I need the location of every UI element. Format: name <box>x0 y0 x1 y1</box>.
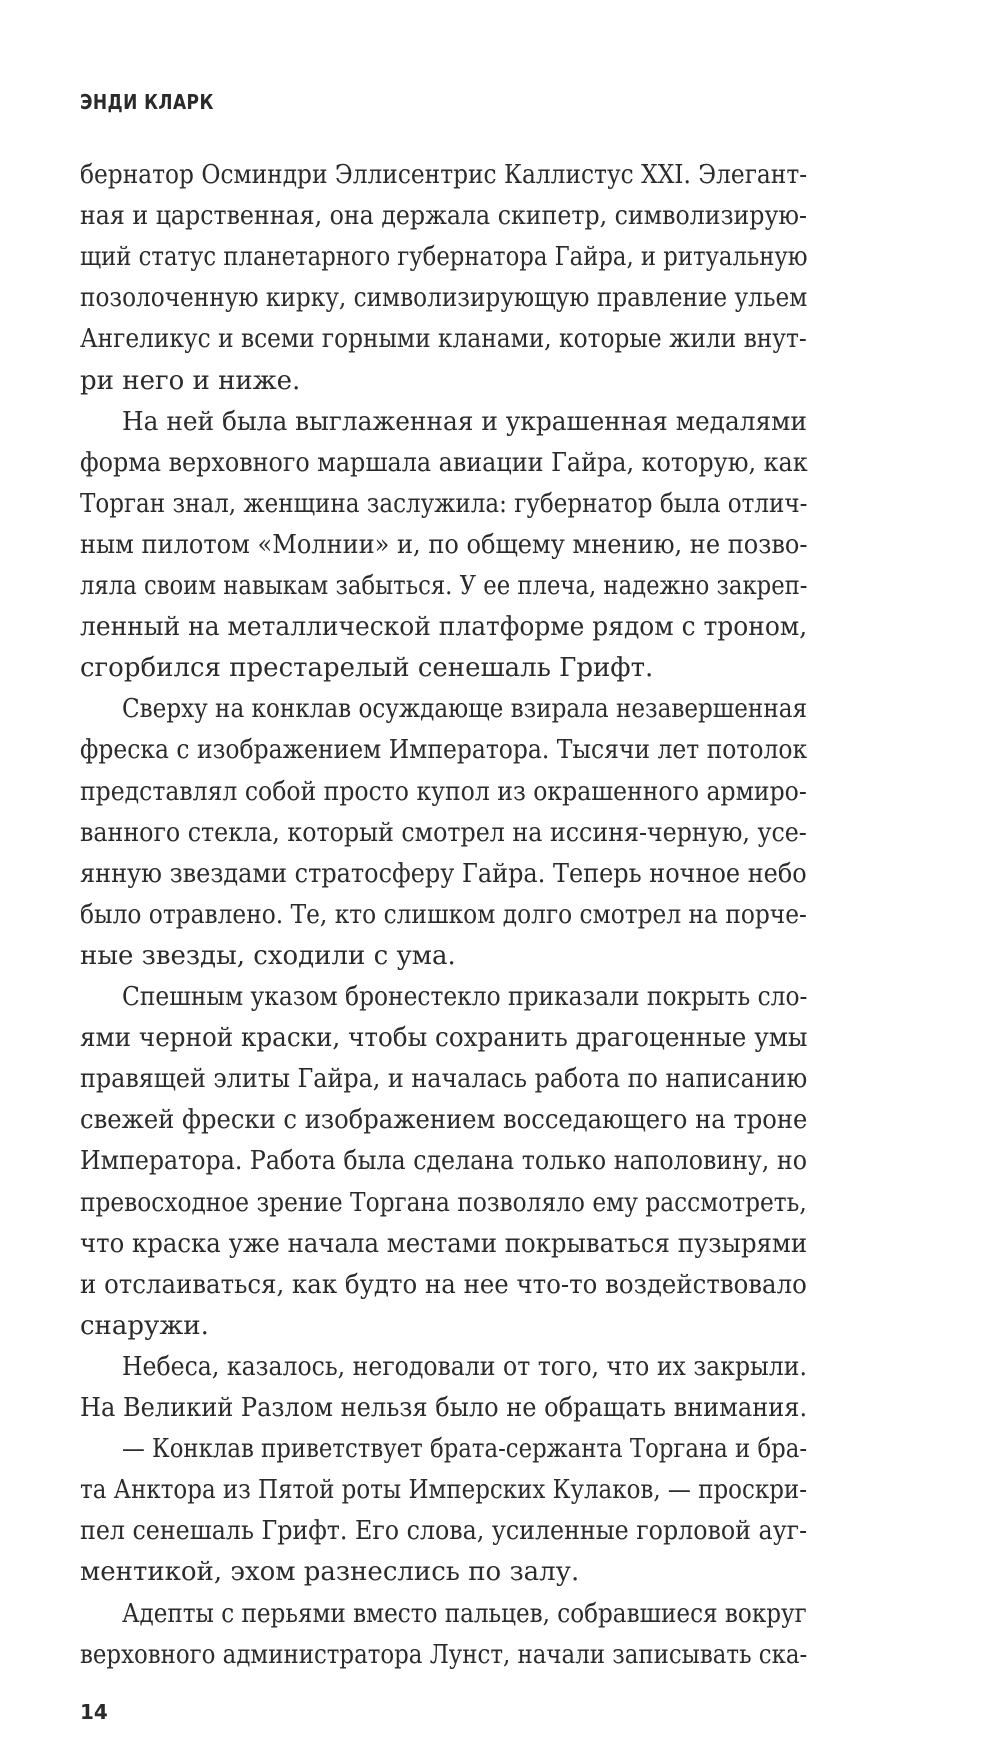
text-line: Ангеликус и всеми горными кланами, которые жили внут- <box>80 324 807 354</box>
text-line: ные звезды, сходили с ума. <box>80 941 456 971</box>
text-line: ями черной краски, чтобы сохранить драгоценные умы <box>80 1023 808 1053</box>
text-line: пел сенешаль Грифт. Его слова, усиленные горловой ауг- <box>80 1516 808 1546</box>
text-line: ляла своим навыкам забыться. У ее плеча, надежно закреп- <box>80 571 808 601</box>
text-line: ри него и ниже. <box>80 366 301 396</box>
text-line: фреска с изображением Императора. Тысячи лет потолок <box>80 735 808 765</box>
text-line: На ней была выглаженная и украшенная медалями <box>122 407 807 437</box>
text-line: ванного стекла, который смотрел на иссиня-черную, усе- <box>80 818 807 848</box>
text-line: что краска уже начала местами покрываться пузырями <box>80 1229 808 1259</box>
text-line: ная и царственная, она держала скипетр, символизирую- <box>80 201 808 231</box>
text-line: свежей фрески с изображением восседающего на троне <box>80 1105 808 1135</box>
text-line: Императора. Работа была сделана только наполовину, но <box>80 1146 807 1176</box>
text-line: было отравлено. Те, кто слишком долго смотрел на порче- <box>80 900 807 930</box>
text-line: Небеса, казалось, негодовали от того, что их закрыли. <box>122 1352 807 1382</box>
text-line: ленный на металлической платформе рядом с троном, <box>80 612 808 642</box>
text-line: позолоченную кирку, символизирующую правление ульем <box>80 283 808 313</box>
text-line: ным пилотом «Молнии» и, по общему мнению, не позво- <box>80 530 808 560</box>
text-line: На Великий Разлом нельзя было не обращать внимания. <box>80 1393 808 1423</box>
running-head: ЭНДИ КЛАРК <box>80 90 214 114</box>
text-line: Адепты с перьями вместо пальцев, собравшиеся вокруг <box>122 1599 807 1629</box>
text-line: Сверху на конклав осуждающе взирала незавершенная <box>122 694 808 724</box>
text-line: Торган знал, женщина заслужила: губернатор была отлич- <box>80 489 808 519</box>
text-line: верховного администратора Лунст, начали записывать ска- <box>80 1640 808 1670</box>
text-line: снаружи. <box>80 1311 209 1341</box>
text-line: представлял собой просто купол из окрашенного армиро- <box>80 777 807 807</box>
text-line: Спешным указом бронестекло приказали покрыть сло- <box>122 982 808 1012</box>
text-line: форма верховного маршала авиации Гайра, которую, как <box>80 448 808 478</box>
text-line: бернатор Осминдри Эллисентрис Каллистус XXI. Элегант- <box>80 160 808 190</box>
text-line: — Конклав приветствует брата-сержанта Торгана и бра- <box>122 1434 808 1464</box>
text-line: ментикой, эхом разнеслись по залу. <box>80 1557 580 1587</box>
text-line: превосходное зрение Торгана позволяло ему рассмотреть, <box>80 1188 807 1218</box>
text-line: та Анктора из Пятой роты Имперских Кулаков, — проскри- <box>80 1475 807 1505</box>
text-line: щий статус планетарного губернатора Гайра, и ритуальную <box>80 242 808 272</box>
page-number: 14 <box>80 1700 108 1724</box>
text-line: сгорбился престарелый сенешаль Грифт. <box>80 653 654 683</box>
text-line: янную звездами стратосферу Гайра. Теперь ночное небо <box>80 859 807 889</box>
text-line: правящей элиты Гайра, и началась работа по написанию <box>80 1064 808 1094</box>
text-line: и отслаиваться, как будто на нее что-то воздействовало <box>80 1270 807 1300</box>
